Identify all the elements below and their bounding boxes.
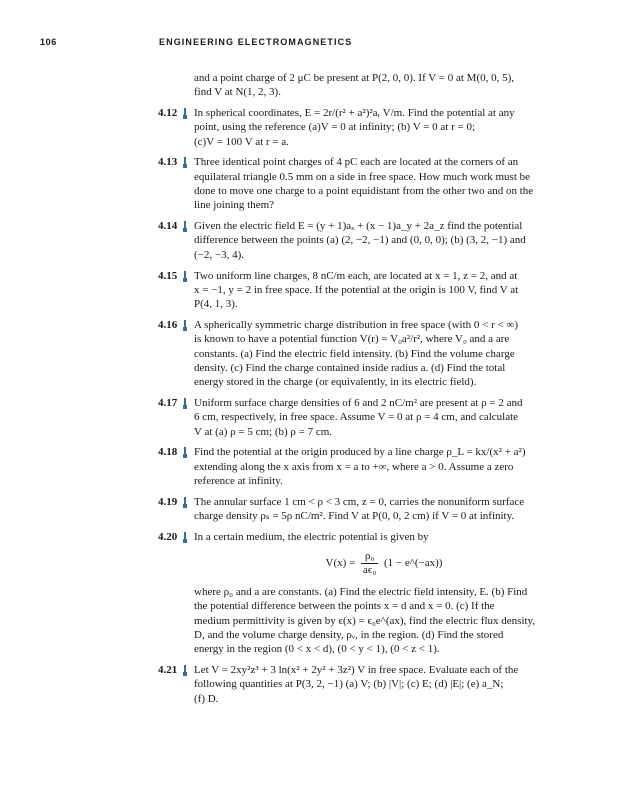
continued-text	[158, 71, 574, 100]
text-line: equilateral triangle 0.5 mm on a side in free space. How much work must be	[194, 170, 531, 183]
text-line: Given the electric field E = (y + 1)aₓ + (x − 1)a_y + 2a_z find the potential	[194, 220, 523, 233]
text-line: Find the potential at the origin produced by a line charge ρ_L = kx/(x² + a²)	[194, 446, 526, 459]
text-line: Uniform surface charge densities of 6 and 2 nC/m² are present at ρ = 2 and	[194, 396, 523, 409]
problem-marker-icon	[184, 447, 186, 457]
text-line: (c)V = 100 V at r = a.	[194, 135, 289, 148]
problem-4-14	[158, 219, 574, 262]
problem-marker-icon	[184, 497, 186, 507]
text-line: P(4, 1, 3).	[194, 298, 238, 311]
text-line: energy in the region (0 < x < d), (0 < y < 1), (0 < z < 1).	[194, 643, 440, 656]
problem-number: 4.15	[158, 269, 178, 282]
problem-marker-icon	[184, 398, 186, 408]
text-line: The annular surface 1 cm < ρ < 3 cm, z = 0, carries the nonuniform surface	[194, 495, 525, 508]
text-line: In spherical coordinates, E = 2r/(r² + a²)²aᵣ V/m. Find the potential at any	[194, 107, 515, 120]
problem-4-15	[158, 269, 574, 312]
problem-number: 4.17	[158, 396, 178, 409]
text-line: find V at N(1, 2, 3).	[194, 86, 281, 99]
text-line: extending along the x axis from x = a to +∞, where a > 0. Assume a zero	[194, 460, 514, 473]
problem-4-20	[158, 530, 574, 657]
equation-rhs: (1 − e^(−ax))	[383, 557, 443, 570]
problem-marker-icon	[184, 221, 186, 231]
problem-4-19	[158, 495, 574, 524]
problem-marker-icon	[184, 665, 186, 675]
problem-marker-icon	[184, 320, 186, 330]
text-line: the potential difference between the points x = d and x = 0. (c) If the	[194, 600, 495, 613]
problem-4-18	[158, 445, 574, 488]
text-line: done to move one charge to a point equidistant from the other two and on the	[194, 185, 534, 198]
equation-numerator: ρ₀	[361, 550, 378, 564]
text-line: following quantities at P(3, 2, −1) (a) V; (b) |V|; (c) E; (d) |E|; (e) a_N;	[194, 678, 504, 691]
text-line: where ρ₀ and a are constants. (a) Find the electric field intensity, E. (b) Find	[194, 586, 528, 599]
text-line: (f) D.	[194, 692, 219, 705]
text-line: energy stored in the charge (or equivalently, in its electric field).	[194, 376, 477, 389]
problem-number: 4.20	[158, 530, 178, 543]
equation-lhs: V(x) =	[325, 557, 356, 570]
problem-number: 4.12	[158, 107, 178, 120]
page-number: 106	[40, 37, 57, 47]
book-title: ENGINEERING ELECTROMAGNETICS	[159, 37, 353, 47]
text-line: constants. (a) Find the electric field intensity. (b) Find the volume charge	[194, 347, 515, 360]
text-line: difference between the points (a) (2, −2, −1) and (0, 0, 0); (b) (3, 2, −1) and	[194, 234, 526, 247]
text-line: In a certain medium, the electric potential is given by	[194, 530, 429, 543]
problem-marker-icon	[184, 532, 186, 542]
problem-4-17	[158, 396, 574, 439]
text-line: D, and the volume charge density, ρᵥ, in the region. (d) Find the stored	[194, 629, 504, 641]
text-line: V at (a) ρ = 5 cm; (b) ρ = 7 cm.	[194, 425, 333, 438]
problem-number: 4.13	[158, 156, 178, 169]
problem-number: 4.16	[158, 318, 178, 331]
problem-4-13	[158, 155, 574, 212]
text-line: medium permittivity is given by ϵ(x) = ϵ₀e^(ax), find the electric flux density,	[194, 614, 536, 627]
text-line: Let V = 2xy²z³ + 3 ln(x² + 2y² + 3z²) V in free space. Evaluate each of the	[194, 664, 519, 677]
text-line: Three identical point charges of 4 pC each are located at the corners of an	[194, 156, 519, 169]
text-line: Two uniform line charges, 8 nC/m each, are located at x = 1, z = 2, and at	[194, 269, 518, 282]
problem-4-21	[158, 663, 574, 706]
problem-number: 4.21	[158, 664, 178, 677]
problem-4-12	[158, 106, 574, 149]
text-line: and a point charge of 2 μC be present at P(2, 0, 0). If V = 0 at M(0, 0, 5),	[194, 72, 515, 84]
text-line: (−2, −3, 4).	[194, 248, 244, 261]
equation-fraction	[361, 550, 378, 577]
equation-denominator: aϵ₀	[363, 564, 377, 577]
text-line: A spherically symmetric charge distribution in free space (with 0 < r < ∞)	[194, 318, 518, 331]
problem-marker-icon	[184, 157, 186, 167]
problem-number: 4.19	[158, 495, 178, 508]
text-line: reference at infinity.	[194, 474, 283, 487]
running-head	[40, 37, 587, 51]
text-line: line joining them?	[194, 199, 275, 212]
text-line: 6 cm, respectively, in free space. Assume V = 0 at ρ = 4 cm, and calculate	[194, 411, 519, 424]
problem-marker-icon	[184, 108, 186, 118]
problem-4-16	[158, 318, 574, 389]
problem-list	[158, 71, 574, 706]
text-line: density. (c) Find the charge contained inside radius a. (d) Find the total	[194, 361, 506, 374]
text-line: x = −1, y = 2 in free space. If the potential at the origin is 100 V, find V at	[194, 283, 519, 296]
text-line: point, using the reference (a)V = 0 at infinity; (b) V = 0 at r = 0;	[194, 121, 476, 134]
problem-marker-icon	[184, 271, 186, 281]
problem-number: 4.14	[158, 220, 178, 233]
potential-equation	[194, 550, 574, 577]
text-line: charge density ρₛ = 5ρ nC/m². Find V at P(0, 0, 2 cm) if V = 0 at infinity.	[194, 510, 515, 523]
problem-number: 4.18	[158, 446, 178, 459]
text-line: is known to have a potential function V(r) = V₀a²/r², where V₀ and a are	[194, 333, 510, 346]
